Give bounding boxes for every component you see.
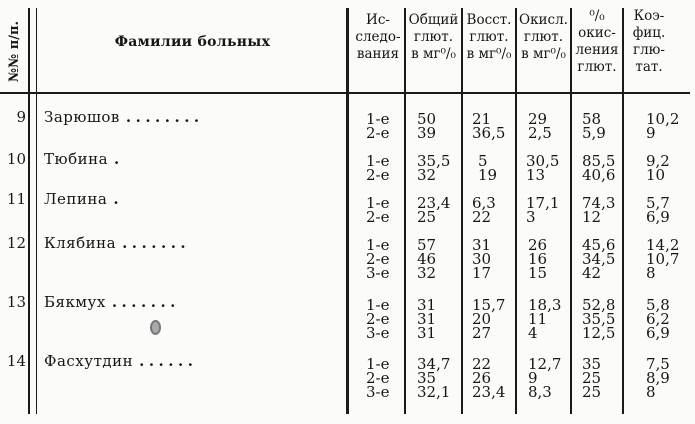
percent-cell: 45,6 34,5 42	[582, 236, 616, 282]
row-number: 13	[6, 293, 26, 311]
total-cell: 57 46 32	[417, 236, 437, 282]
patient-name: Клябина .......	[44, 234, 191, 252]
coefficient-cell: 9,2 10	[646, 152, 670, 184]
exam-cell: 1-е 2-е 3-е	[366, 296, 390, 342]
col-rule-total	[461, 8, 463, 414]
reduced-cell: 15,7 20 27	[472, 296, 506, 342]
row-number: 12	[6, 234, 26, 252]
header-rule	[0, 92, 690, 94]
oxidized-cell: 30,5 13	[526, 152, 560, 184]
oxidized-cell: 29 2,5	[528, 110, 552, 142]
total-cell: 23,4 25	[417, 194, 451, 226]
reduced-cell: 22 26 23,4	[472, 355, 506, 401]
percent-cell: 52,8 35,5 12,5	[582, 296, 616, 342]
percent-cell: 85,5 40,6	[582, 152, 616, 184]
col-rule-num-inner	[36, 8, 37, 414]
coefficient-cell: 7,5 8,9 8	[646, 355, 670, 401]
row-number: 9	[16, 108, 26, 126]
reduced-cell: 5 19	[478, 152, 498, 184]
total-cell: 50 39	[417, 110, 437, 142]
coefficient-cell: 10,2 9	[646, 110, 680, 142]
patient-name: Фасхутдин ......	[44, 352, 198, 370]
oxidized-cell: 18,3 11 4	[528, 296, 562, 342]
total-cell: 35,5 32	[417, 152, 451, 184]
patient-name: Тюбина .	[44, 150, 124, 168]
col-rule-exam	[404, 8, 406, 414]
patient-name: Лепина .	[44, 190, 124, 208]
header-total: Общий глют. в мг⁰/₀	[408, 12, 459, 62]
exam-cell: 1-е 2-е	[366, 194, 390, 226]
reduced-cell: 6,3 22	[472, 194, 496, 226]
header-exam: Ис- следо- вания	[355, 12, 401, 62]
coefficient-cell: 5,7 6,9	[646, 194, 670, 226]
row-number: 14	[6, 352, 26, 370]
header-percent: ⁰/₀ окис- ления глют.	[575, 8, 619, 75]
exam-cell: 1-е 2-е 3-е	[366, 236, 390, 282]
exam-cell: 1-е 2-е	[366, 110, 390, 142]
percent-cell: 74,3 12	[582, 194, 616, 226]
patient-name: Бякмух .......	[44, 293, 180, 311]
oxidized-cell: 17,1 3	[526, 194, 560, 226]
oxidized-cell: 12,7 9 8,3	[528, 355, 562, 401]
header-names: Фамилии больных	[114, 34, 271, 50]
col-rule-num	[28, 8, 30, 414]
oxidized-cell: 26 16 15	[528, 236, 548, 282]
row-number: 11	[6, 190, 26, 208]
header-oxidized: Окисл. глют. в мг⁰/₀	[519, 12, 568, 62]
row-number: 10	[6, 150, 26, 168]
coefficient-cell: 5,8 6,2 6,9	[646, 296, 670, 342]
header-coefficient: Коэ- фиц. глю- тат.	[632, 8, 666, 75]
header-reduced: Восст. глют. в мг⁰/₀	[466, 12, 512, 62]
total-cell: 31 31 31	[417, 296, 437, 342]
reduced-cell: 21 36,5	[472, 110, 506, 142]
reduced-cell: 31 30 17	[472, 236, 492, 282]
coefficient-cell: 14,2 10,7 8	[646, 236, 680, 282]
patient-name: Зарюшов ........	[44, 108, 204, 126]
percent-cell: 35 25 25	[582, 355, 602, 401]
col-rule-name	[346, 8, 349, 414]
header-number: №№ п/п.	[7, 20, 23, 82]
percent-cell: 58 5,9	[582, 110, 606, 142]
exam-cell: 1-е 2-е 3-е	[366, 355, 390, 401]
col-rule-reduced	[515, 8, 517, 414]
total-cell: 34,7 35 32,1	[417, 355, 451, 401]
ink-smudge	[150, 320, 161, 335]
exam-cell: 1-е 2-е	[366, 152, 390, 184]
